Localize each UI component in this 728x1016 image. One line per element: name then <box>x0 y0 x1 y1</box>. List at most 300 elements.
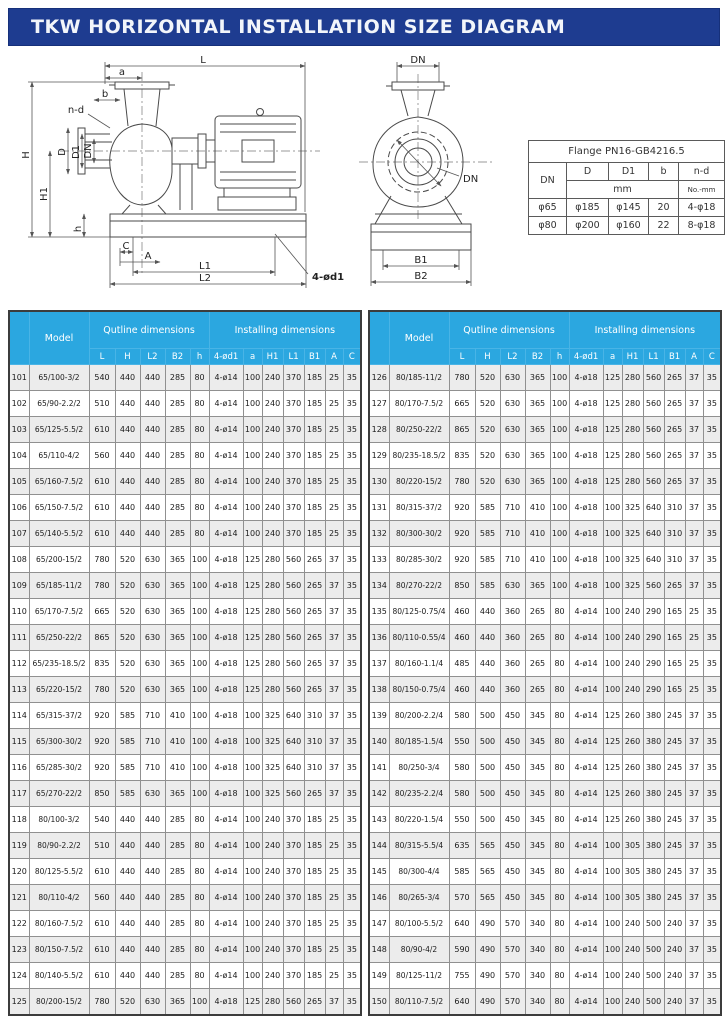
dimension-cell: 560 <box>643 391 664 417</box>
column-header: H <box>115 349 140 365</box>
dimension-cell: 450 <box>500 859 525 885</box>
dimension-cell: 240 <box>622 599 643 625</box>
flange-value-cell: 8-φ18 <box>679 217 725 235</box>
dimension-cell: 185 <box>304 885 325 911</box>
column-header: 4-ød1 <box>209 349 243 365</box>
dimension-cell: 125 <box>243 599 262 625</box>
dimension-cell: 100 <box>243 963 262 989</box>
dimension-cell: 80 <box>190 365 209 391</box>
dimension-cell: 240 <box>262 807 283 833</box>
dimension-cell: 35 <box>703 365 721 391</box>
model-cell: 65/235-18.5/2 <box>29 651 89 677</box>
flange-table-row <box>529 217 725 235</box>
dimension-cell: 35 <box>703 677 721 703</box>
dimension-cell: 365 <box>525 469 550 495</box>
row-number-cell: 115 <box>9 729 29 755</box>
base-plate <box>110 214 306 237</box>
dimension-cell: 305 <box>622 833 643 859</box>
row-number-cell: 117 <box>9 781 29 807</box>
dimension-cell: 565 <box>475 833 500 859</box>
table-row <box>9 989 361 1016</box>
model-cell: 80/270-22/2 <box>389 573 449 599</box>
dimension-cell: 265 <box>304 989 325 1016</box>
dim-label-4d1: 4-ød1 <box>312 272 345 283</box>
dimension-cell: 280 <box>262 573 283 599</box>
row-number-cell: 146 <box>369 885 389 911</box>
dimension-cell: 290 <box>643 599 664 625</box>
table-row <box>9 443 361 469</box>
dimension-cell: 4-ø14 <box>569 833 603 859</box>
dimension-cell: 35 <box>703 807 721 833</box>
row-number-cell: 102 <box>9 391 29 417</box>
dimension-cell: 37 <box>325 625 343 651</box>
dimension-cell: 100 <box>243 911 262 937</box>
dimension-cell: 345 <box>525 729 550 755</box>
dimension-cell: 100 <box>243 885 262 911</box>
dimension-cell: 560 <box>643 573 664 599</box>
dimension-cell: 80 <box>190 495 209 521</box>
dimension-cell: 35 <box>703 469 721 495</box>
dimension-cell: 290 <box>643 651 664 677</box>
dimension-cell: 285 <box>165 443 190 469</box>
model-cell: 65/250-22/2 <box>29 625 89 651</box>
dimension-cell: 35 <box>343 885 361 911</box>
dimension-cell: 100 <box>550 573 569 599</box>
row-number-cell: 123 <box>9 937 29 963</box>
dimension-cell: 125 <box>243 573 262 599</box>
dimension-cell: 345 <box>525 781 550 807</box>
dimension-cell: 245 <box>664 859 685 885</box>
dimension-cell: 440 <box>115 885 140 911</box>
dimension-cell: 440 <box>115 937 140 963</box>
dimension-cell: 550 <box>449 807 475 833</box>
dimension-cell: 370 <box>283 391 304 417</box>
dimension-cell: 410 <box>165 755 190 781</box>
dimension-cell: 37 <box>325 651 343 677</box>
dimension-cell: 630 <box>140 651 165 677</box>
dimension-cell: 37 <box>685 911 703 937</box>
dimension-cell: 310 <box>304 703 325 729</box>
dimension-cell: 540 <box>89 365 115 391</box>
dimension-cell: 240 <box>622 625 643 651</box>
dimension-cell: 920 <box>89 755 115 781</box>
model-cell: 65/160-7.5/2 <box>29 469 89 495</box>
page-title: TKW HORIZONTAL INSTALLATION SIZE DIAGRAM <box>31 16 566 38</box>
dimension-cell: 240 <box>262 833 283 859</box>
dimension-cell: 440 <box>115 365 140 391</box>
dim-label-h1: H1 <box>39 187 50 201</box>
dimension-cell: 460 <box>449 677 475 703</box>
model-cell: 65/150-7.5/2 <box>29 495 89 521</box>
dimension-cell: 580 <box>449 781 475 807</box>
dimension-cell: 370 <box>283 495 304 521</box>
row-number-cell: 142 <box>369 781 389 807</box>
dimension-cell: 80 <box>190 885 209 911</box>
dimension-cell: 80 <box>550 911 569 937</box>
dimension-cell: 610 <box>89 859 115 885</box>
dimension-cell: 640 <box>643 521 664 547</box>
dimension-cell: 4-ø14 <box>569 781 603 807</box>
dimension-cell: 865 <box>449 417 475 443</box>
dimension-cell: 125 <box>603 365 622 391</box>
flange-table-row <box>529 199 725 217</box>
model-cell: 80/160-1.1/4 <box>389 651 449 677</box>
dimension-cell: 35 <box>343 599 361 625</box>
table-row <box>369 547 721 573</box>
dimension-cell: 440 <box>140 365 165 391</box>
dimension-cell: 35 <box>343 625 361 651</box>
dimension-cell: 4-ø14 <box>569 859 603 885</box>
pump-front-view-drawing <box>345 54 530 304</box>
dimension-cell: 125 <box>243 651 262 677</box>
dimension-cell: 100 <box>190 651 209 677</box>
model-cell: 65/100-3/2 <box>29 365 89 391</box>
dimension-cell: 100 <box>550 391 569 417</box>
table-row <box>9 885 361 911</box>
dimension-cell: 780 <box>89 677 115 703</box>
table-row <box>369 521 721 547</box>
dimension-cell: 25 <box>325 469 343 495</box>
dimension-cell: 440 <box>115 521 140 547</box>
column-header: B2 <box>525 349 550 365</box>
dimension-cell: 80 <box>550 833 569 859</box>
dimension-cell: 365 <box>165 547 190 573</box>
dimension-cell: 265 <box>525 651 550 677</box>
table-row <box>369 859 721 885</box>
dimension-cell: 850 <box>89 781 115 807</box>
dimension-cell: 630 <box>500 391 525 417</box>
flange-value-cell: φ65 <box>529 199 567 217</box>
dimension-cell: 370 <box>283 885 304 911</box>
model-cell: 65/315-37/2 <box>29 703 89 729</box>
dimension-cell: 500 <box>475 781 500 807</box>
table-row <box>9 573 361 599</box>
model-cell: 80/100-5.5/2 <box>389 911 449 937</box>
dimension-cell: 35 <box>343 937 361 963</box>
dimension-cell: 35 <box>343 677 361 703</box>
dimension-cell: 850 <box>449 573 475 599</box>
dimension-cell: 325 <box>622 521 643 547</box>
dimension-cell: 35 <box>703 729 721 755</box>
dim-label-l2: L2 <box>199 273 211 284</box>
dimension-cell: 365 <box>165 651 190 677</box>
dim-label-l1: L1 <box>199 261 211 272</box>
dimension-cell: 4-ø14 <box>569 703 603 729</box>
dimension-cell: 100 <box>190 547 209 573</box>
table-row <box>9 963 361 989</box>
dimension-cell: 100 <box>603 859 622 885</box>
dimension-cell: 630 <box>140 547 165 573</box>
flange-value-cell: φ160 <box>609 217 649 235</box>
table-row <box>9 937 361 963</box>
dimension-cell: 240 <box>262 391 283 417</box>
dimension-cell: 265 <box>664 417 685 443</box>
dimension-cell: 490 <box>475 989 500 1016</box>
dimension-cell: 365 <box>165 989 190 1016</box>
dimension-cell: 80 <box>550 989 569 1016</box>
dimension-cell: 565 <box>475 885 500 911</box>
dimension-cell: 440 <box>140 833 165 859</box>
dimension-cell: 100 <box>190 677 209 703</box>
dimension-cell: 520 <box>115 599 140 625</box>
flange-value-cell: 22 <box>649 217 679 235</box>
dimension-cell: 35 <box>343 495 361 521</box>
row-number-cell: 127 <box>369 391 389 417</box>
dimension-cell: 305 <box>622 859 643 885</box>
model-cell: 65/140-5.5/2 <box>29 521 89 547</box>
dimension-cell: 520 <box>115 677 140 703</box>
dimension-cell: 265 <box>304 599 325 625</box>
dimension-cell: 100 <box>243 755 262 781</box>
dimension-cell: 35 <box>343 781 361 807</box>
model-cell: 80/110-7.5/2 <box>389 989 449 1016</box>
column-header: h <box>550 349 569 365</box>
dimension-cell: 610 <box>89 521 115 547</box>
table-row <box>9 365 361 391</box>
dimension-cell: 25 <box>325 833 343 859</box>
dimension-cell: 100 <box>603 651 622 677</box>
row-number-header <box>9 311 29 365</box>
table-row <box>369 833 721 859</box>
model-cell: 80/250-22/2 <box>389 417 449 443</box>
dimension-cell: 125 <box>243 989 262 1016</box>
dimension-cell: 440 <box>115 859 140 885</box>
dimension-cell: 4-ø14 <box>209 495 243 521</box>
table-row <box>369 989 721 1016</box>
dimension-cell: 37 <box>685 521 703 547</box>
dimension-cell: 4-ø14 <box>569 911 603 937</box>
dimension-cell: 100 <box>603 937 622 963</box>
dimension-cell: 520 <box>115 651 140 677</box>
motor <box>215 109 301 211</box>
dim-label-b: b <box>101 89 109 100</box>
column-header: 4-ød1 <box>569 349 603 365</box>
dimension-cell: 37 <box>325 677 343 703</box>
dimension-cell: 560 <box>643 443 664 469</box>
dimension-cell: 80 <box>550 937 569 963</box>
row-number-cell: 126 <box>369 365 389 391</box>
dim-label-dn-top: DN <box>410 55 426 66</box>
dimension-cell: 4-ø14 <box>569 651 603 677</box>
dimension-cell: 590 <box>449 937 475 963</box>
dimension-cell: 580 <box>449 755 475 781</box>
dimension-cell: 240 <box>262 443 283 469</box>
table-row <box>369 365 721 391</box>
dimension-cell: 80 <box>190 391 209 417</box>
model-cell: 80/235-18.5/2 <box>389 443 449 469</box>
column-header: L <box>449 349 475 365</box>
dimension-cell: 310 <box>664 521 685 547</box>
flange-col-dn: DN <box>529 163 567 199</box>
dimension-cell: 560 <box>643 469 664 495</box>
table-row <box>369 443 721 469</box>
dimension-cell: 285 <box>165 937 190 963</box>
dimension-cell: 305 <box>622 885 643 911</box>
dimension-cell: 35 <box>703 651 721 677</box>
dimension-cell: 265 <box>304 677 325 703</box>
dimension-cell: 25 <box>685 599 703 625</box>
dimension-cell: 4-ø14 <box>209 963 243 989</box>
dimension-cell: 25 <box>325 937 343 963</box>
row-number-cell: 114 <box>9 703 29 729</box>
dimension-cell: 240 <box>262 937 283 963</box>
dimension-cell: 4-ø14 <box>569 807 603 833</box>
table-row <box>369 703 721 729</box>
dimension-cell: 37 <box>685 443 703 469</box>
dimension-cell: 35 <box>343 703 361 729</box>
dimension-cell: 25 <box>325 807 343 833</box>
dimension-cell: 630 <box>500 365 525 391</box>
row-number-header <box>369 311 389 365</box>
dimension-cell: 35 <box>703 911 721 937</box>
model-cell: 80/110-4/2 <box>29 885 89 911</box>
dimension-cell: 35 <box>703 989 721 1016</box>
dimension-cell: 280 <box>262 651 283 677</box>
dimension-cell: 710 <box>500 521 525 547</box>
model-cell: 80/315-37/2 <box>389 495 449 521</box>
dimension-cell: 585 <box>115 729 140 755</box>
dn-leader-line <box>437 168 459 176</box>
dimension-cell: 35 <box>703 599 721 625</box>
dimension-cell: 25 <box>325 391 343 417</box>
row-number-cell: 122 <box>9 911 29 937</box>
dimension-cell: 4-ø18 <box>569 417 603 443</box>
dimension-cell: 710 <box>500 547 525 573</box>
dimension-cell: 585 <box>115 755 140 781</box>
flange-col-nd: n-d <box>679 163 725 181</box>
dimension-cell: 240 <box>262 417 283 443</box>
lifting-eye-icon <box>257 109 264 116</box>
column-header: H1 <box>262 349 283 365</box>
row-number-cell: 137 <box>369 651 389 677</box>
row-number-cell: 120 <box>9 859 29 885</box>
dimension-cell: 630 <box>500 417 525 443</box>
dimension-cell: 360 <box>500 651 525 677</box>
flange-value-cell: φ200 <box>567 217 609 235</box>
front-dimension-lines <box>371 62 471 286</box>
dimension-cell: 80 <box>550 859 569 885</box>
model-cell: 65/300-30/2 <box>29 729 89 755</box>
dimension-cell: 37 <box>685 807 703 833</box>
dimension-cell: 260 <box>622 807 643 833</box>
dim-label-dn-side: DN <box>463 174 479 185</box>
dimension-cell: 100 <box>603 833 622 859</box>
dimension-cell: 35 <box>343 807 361 833</box>
dimension-cell: 285 <box>165 521 190 547</box>
dimension-cell: 240 <box>622 989 643 1016</box>
dimension-cell: 780 <box>89 989 115 1016</box>
dimension-cell: 35 <box>343 729 361 755</box>
dimension-cell: 37 <box>685 859 703 885</box>
table-row <box>9 547 361 573</box>
dimension-cell: 640 <box>449 989 475 1016</box>
dimension-cell: 440 <box>475 625 500 651</box>
dimension-cell: 780 <box>449 365 475 391</box>
column-header: a <box>603 349 622 365</box>
model-cell: 80/125-0.75/4 <box>389 599 449 625</box>
installing-dimensions-header: Installing dimensions <box>569 311 721 349</box>
dimension-cell: 4-ø14 <box>209 859 243 885</box>
dimension-cell: 240 <box>664 911 685 937</box>
dimension-cell: 440 <box>140 859 165 885</box>
dimension-cell: 285 <box>165 859 190 885</box>
dimension-cell: 35 <box>703 833 721 859</box>
dimension-cell: 240 <box>262 885 283 911</box>
dimension-cell: 710 <box>140 729 165 755</box>
table-row <box>369 885 721 911</box>
dimension-cell: 440 <box>140 937 165 963</box>
dimension-cell: 240 <box>622 937 643 963</box>
model-cell: 65/270-22/2 <box>29 781 89 807</box>
dimension-cell: 100 <box>243 391 262 417</box>
dimension-cell: 610 <box>89 469 115 495</box>
dimension-cell: 285 <box>165 885 190 911</box>
dimension-cell: 37 <box>685 729 703 755</box>
dimension-cell: 370 <box>283 937 304 963</box>
dimension-cell: 240 <box>622 963 643 989</box>
dimension-cell: 100 <box>190 599 209 625</box>
dimension-cell: 365 <box>525 391 550 417</box>
dimension-cell: 240 <box>664 963 685 989</box>
model-cell: 65/90-2.2/2 <box>29 391 89 417</box>
dimension-cell: 325 <box>622 547 643 573</box>
dimension-cell: 370 <box>283 417 304 443</box>
row-number-cell: 149 <box>369 963 389 989</box>
dim-label-a-cap: A <box>144 251 152 262</box>
table-row <box>9 677 361 703</box>
dimension-cell: 265 <box>664 469 685 495</box>
dimension-cell: 440 <box>140 391 165 417</box>
dimension-cell: 570 <box>500 937 525 963</box>
row-number-cell: 124 <box>9 963 29 989</box>
model-cell: 80/125-11/2 <box>389 963 449 989</box>
dimension-cell: 380 <box>643 729 664 755</box>
dimension-cell: 500 <box>475 807 500 833</box>
dimension-cell: 100 <box>550 417 569 443</box>
dimension-cell: 380 <box>643 859 664 885</box>
dimension-cell: 710 <box>500 495 525 521</box>
dimension-cell: 500 <box>643 989 664 1016</box>
row-number-cell: 111 <box>9 625 29 651</box>
dimension-cell: 450 <box>500 755 525 781</box>
dimension-cell: 37 <box>685 391 703 417</box>
pump-volute <box>110 124 172 205</box>
dimension-cell: 340 <box>525 937 550 963</box>
dimension-cell: 365 <box>165 781 190 807</box>
dimension-table-right <box>368 310 722 1016</box>
dimension-cell: 37 <box>685 469 703 495</box>
dimension-cell: 185 <box>304 443 325 469</box>
dimension-cell: 100 <box>243 729 262 755</box>
dimension-cell: 440 <box>115 495 140 521</box>
table-row <box>9 625 361 651</box>
dimension-cell: 245 <box>664 833 685 859</box>
dimension-cell: 440 <box>475 651 500 677</box>
dim-label-d1: D1 <box>71 144 82 160</box>
dimension-cell: 4-ø14 <box>569 755 603 781</box>
model-cell: 80/220-1.5/4 <box>389 807 449 833</box>
dimension-cell: 345 <box>525 833 550 859</box>
dimension-cell: 280 <box>262 677 283 703</box>
dimension-cell: 4-ø18 <box>209 599 243 625</box>
dimension-cell: 450 <box>500 729 525 755</box>
dimension-cell: 100 <box>243 703 262 729</box>
dimension-cell: 125 <box>603 469 622 495</box>
dimension-cell: 240 <box>262 365 283 391</box>
column-header: H1 <box>622 349 643 365</box>
table-row <box>9 391 361 417</box>
dimension-cell: 4-ø14 <box>569 937 603 963</box>
